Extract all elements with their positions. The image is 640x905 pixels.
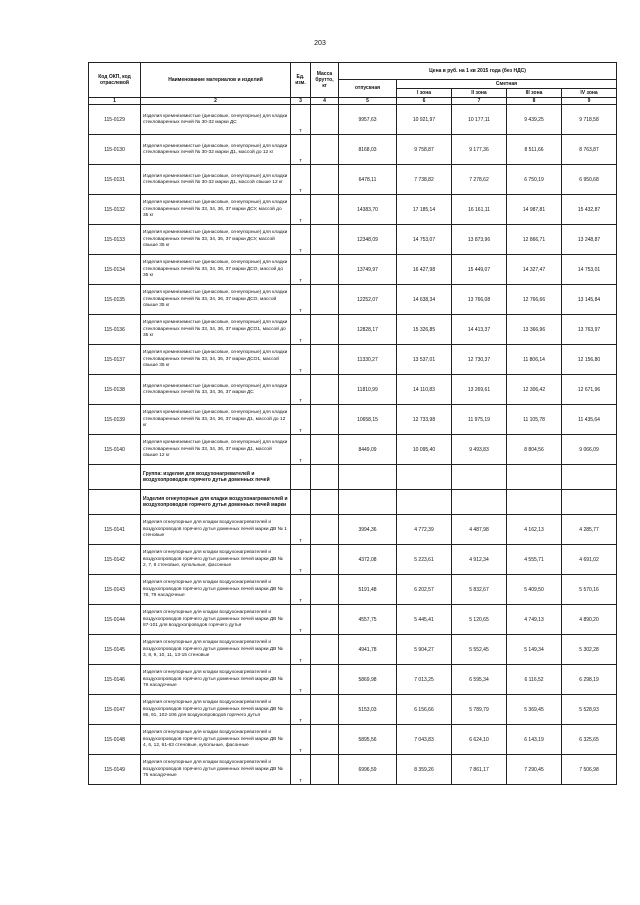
- table-row: [89, 255, 617, 285]
- zone-3-price: 4 162,13: [507, 515, 562, 545]
- item-mass: [311, 315, 339, 345]
- zone-1-price: 17 185,14: [397, 195, 452, 225]
- zone-2-price: 16 161,11: [452, 195, 507, 225]
- release-price: 4372,08: [339, 545, 397, 575]
- item-mass: [311, 465, 339, 490]
- item-unit: т: [291, 545, 311, 575]
- item-unit: т: [291, 755, 311, 785]
- item-unit: т: [291, 435, 311, 465]
- header-zone-3: III зона: [507, 89, 562, 98]
- item-unit: т: [291, 345, 311, 375]
- item-code: 115-0131: [89, 165, 141, 195]
- item-code: 115-0130: [89, 135, 141, 165]
- column-number: 2: [141, 98, 291, 105]
- zone-2-price: 11 975,19: [452, 405, 507, 435]
- item-mass: [311, 515, 339, 545]
- release-price: 9957,63: [339, 105, 397, 135]
- zone-4-price: 8 763,87: [562, 135, 617, 165]
- column-number: 4: [311, 98, 339, 105]
- release-price: 4941,78: [339, 635, 397, 665]
- item-mass: [311, 665, 339, 695]
- item-name: Изделия кремнеземистые (динасовые, огнеупорные) для кладки стекловаренных печей № 33, 34, 36, 37 марки ДС: [141, 375, 291, 405]
- header-estimate-price: Сметная: [397, 80, 617, 89]
- item-mass: [311, 195, 339, 225]
- zone-4-price: 6 950,68: [562, 165, 617, 195]
- item-name: Изделия кремнеземистые (динасовые, огнеупорные) для кладки стекловаренных печей № 33, 34, 36, 37 марки Д1, массой свыше 12 кг: [141, 435, 291, 465]
- column-number: 8: [507, 98, 562, 105]
- zone-4-price: 9 718,58: [562, 105, 617, 135]
- zone-2-price: 13 269,61: [452, 375, 507, 405]
- table-row: [89, 435, 617, 465]
- item-name: Изделия огнеупорные для кладки воздухонагревателей и воздухопроводов горячего дутья доменных печей марки ДВ № 3, 8, 9, 10, 11, 13-15 стеновые: [141, 635, 291, 665]
- release-price: 5895,56: [339, 725, 397, 755]
- zone-1-price: 13 537,01: [397, 345, 452, 375]
- zone-1-price: 14 753,07: [397, 225, 452, 255]
- zone-4-price: 15 432,87: [562, 195, 617, 225]
- zone-1-price: 9 758,87: [397, 135, 452, 165]
- item-unit: т: [291, 225, 311, 255]
- group-row: [89, 490, 617, 515]
- item-name: Изделия кремнеземистые (динасовые, огнеупорные) для кладки стекловаренных печей № 33, 34, 36, 37 марки ДСУ, массой до 35 кг: [141, 195, 291, 225]
- item-unit: т: [291, 255, 311, 285]
- table-row: [89, 605, 617, 635]
- table-row: [89, 545, 617, 575]
- item-code: 115-0140: [89, 435, 141, 465]
- item-unit: т: [291, 635, 311, 665]
- zone-2-price: 14 413,37: [452, 315, 507, 345]
- item-code: [89, 490, 141, 515]
- table-row: [89, 405, 617, 435]
- release-price: 10658,15: [339, 405, 397, 435]
- release-price: 6478,11: [339, 165, 397, 195]
- zone-2-price: [452, 490, 507, 515]
- release-price: 8449,09: [339, 435, 397, 465]
- item-code: 115-0134: [89, 255, 141, 285]
- table-row: [89, 135, 617, 165]
- zone-3-price: 12 766,66: [507, 285, 562, 315]
- item-name: Изделия кремнеземистые (динасовые, огнеупорные) для кладки стекловаренных печей № 33, 34, 36, 37 марки ДСО, массой свыше 35 кг: [141, 285, 291, 315]
- zone-2-price: 7 278,62: [452, 165, 507, 195]
- release-price: [339, 465, 397, 490]
- item-unit: т: [291, 665, 311, 695]
- item-name: Изделия огнеупорные для кладки воздухонагревателей и воздухопроводов горячего дутья доменных печей марки ДВ № 78, 79 насадочные: [141, 575, 291, 605]
- item-code: 115-0136: [89, 315, 141, 345]
- table-row: [89, 375, 617, 405]
- table-row: [89, 635, 617, 665]
- item-mass: [311, 490, 339, 515]
- table-row: [89, 575, 617, 605]
- zone-2-price: 12 730,37: [452, 345, 507, 375]
- zone-1-price: 7 013,25: [397, 665, 452, 695]
- item-mass: [311, 255, 339, 285]
- table-row: [89, 105, 617, 135]
- release-price: 5869,98: [339, 665, 397, 695]
- table-row: [89, 225, 617, 255]
- zone-2-price: 7 861,17: [452, 755, 507, 785]
- release-price: 4557,75: [339, 605, 397, 635]
- item-mass: [311, 605, 339, 635]
- header-zone-4: IV зона: [562, 89, 617, 98]
- item-unit: т: [291, 605, 311, 635]
- zone-4-price: [562, 465, 617, 490]
- table-row: [89, 695, 617, 725]
- zone-1-price: 5 445,41: [397, 605, 452, 635]
- item-name: Изделия кремнеземистые (динасовые, огнеупорные) для кладки стекловаренных печей № 33, 34, 36, 37 марки Д1, массой до 12 кг: [141, 405, 291, 435]
- item-name: Изделия кремнеземистые (динасовые, огнеупорные) для кладки стекловаренных печей № 30-32 марки ДС: [141, 105, 291, 135]
- table-row: [89, 285, 617, 315]
- price-table: [88, 62, 617, 785]
- zone-3-price: 6 143,19: [507, 725, 562, 755]
- zone-4-price: 7 506,98: [562, 755, 617, 785]
- zone-2-price: 5 832,67: [452, 575, 507, 605]
- item-name: Изделия кремнеземистые (динасовые, огнеупорные) для кладки стекловаренных печей № 30-32 марки Д1, массой до 12 кг: [141, 135, 291, 165]
- item-name: Изделия кремнеземистые (динасовые, огнеупорные) для кладки стекловаренных печей № 33, 34, 36, 37 марки ДСО, массой до 35 кг: [141, 255, 291, 285]
- zone-3-price: 11 105,78: [507, 405, 562, 435]
- item-mass: [311, 545, 339, 575]
- item-code: 115-0135: [89, 285, 141, 315]
- zone-1-price: 6 202,57: [397, 575, 452, 605]
- header-release-price: отпускная: [339, 80, 397, 98]
- release-price: 11810,99: [339, 375, 397, 405]
- item-unit: т: [291, 195, 311, 225]
- item-code: 115-0144: [89, 605, 141, 635]
- table-row: [89, 515, 617, 545]
- zone-3-price: [507, 490, 562, 515]
- item-mass: [311, 375, 339, 405]
- release-price: 8168,03: [339, 135, 397, 165]
- item-mass: [311, 755, 339, 785]
- zone-3-price: 13 366,96: [507, 315, 562, 345]
- item-unit: [291, 465, 311, 490]
- zone-1-price: [397, 490, 452, 515]
- item-code: [89, 465, 141, 490]
- zone-2-price: 6 624,10: [452, 725, 507, 755]
- item-mass: [311, 635, 339, 665]
- zone-4-price: 9 066,09: [562, 435, 617, 465]
- item-unit: т: [291, 375, 311, 405]
- release-price: 3994,36: [339, 515, 397, 545]
- zone-1-price: 14 638,34: [397, 285, 452, 315]
- release-price: [339, 490, 397, 515]
- item-name: Изделия огнеупорные для кладки воздухонагревателей и воздухопроводов горячего дутья доменных печей марки ДВ № 4, 6, 12, 61-63 стеновые, купольные, фасонные: [141, 725, 291, 755]
- zone-4-price: 13 145,84: [562, 285, 617, 315]
- zone-1-price: 8 359,26: [397, 755, 452, 785]
- column-number: 3: [291, 98, 311, 105]
- zone-3-price: 6 116,52: [507, 665, 562, 695]
- zone-2-price: [452, 465, 507, 490]
- zone-4-price: 14 753,01: [562, 255, 617, 285]
- item-name: Изделия огнеупорные для кладки воздухонагревателей и воздухопроводов горячего дутья доменных печей марки ДВ № 86, 91, 102-106 для воздухопроводов горячего дутья: [141, 695, 291, 725]
- zone-3-price: 9 439,25: [507, 105, 562, 135]
- item-unit: т: [291, 135, 311, 165]
- item-code: 115-0132: [89, 195, 141, 225]
- item-name: Изделия огнеупорные для кладки воздухонагревателей и воздухопроводов горячего дутья доменных печей марки ДВ № 2, 7, 8 стеновые, купольные, фасонные: [141, 545, 291, 575]
- zone-2-price: 10 177,11: [452, 105, 507, 135]
- item-unit: т: [291, 285, 311, 315]
- item-name: Изделия огнеупорные для кладки воздухонагревателей и воздухопроводов горячего дутья доменных печей марки ДВ № 1 стеновые: [141, 515, 291, 545]
- zone-1-price: 15 326,85: [397, 315, 452, 345]
- zone-3-price: 7 290,45: [507, 755, 562, 785]
- item-code: 115-0141: [89, 515, 141, 545]
- release-price: 5153,03: [339, 695, 397, 725]
- zone-4-price: 13 763,97: [562, 315, 617, 345]
- item-code: 115-0143: [89, 575, 141, 605]
- item-mass: [311, 575, 339, 605]
- table-row: [89, 195, 617, 225]
- item-mass: [311, 135, 339, 165]
- zone-3-price: 11 806,14: [507, 345, 562, 375]
- column-number: 5: [339, 98, 397, 105]
- header-mass: Масса брутто, кг: [311, 63, 339, 98]
- item-mass: [311, 725, 339, 755]
- header-unit: Ед. изм.: [291, 63, 311, 98]
- item-unit: [291, 490, 311, 515]
- zone-1-price: 12 733,98: [397, 405, 452, 435]
- zone-1-price: 5 904,27: [397, 635, 452, 665]
- zone-2-price: 9 493,83: [452, 435, 507, 465]
- zone-2-price: 13 873,96: [452, 225, 507, 255]
- zone-1-price: 6 156,66: [397, 695, 452, 725]
- column-number: 6: [397, 98, 452, 105]
- group-row: [89, 465, 617, 490]
- zone-4-price: 6 325,65: [562, 725, 617, 755]
- zone-4-price: 5 302,28: [562, 635, 617, 665]
- zone-3-price: 14 327,47: [507, 255, 562, 285]
- header-zone-1: I зона: [397, 89, 452, 98]
- zone-2-price: 5 789,79: [452, 695, 507, 725]
- item-unit: т: [291, 695, 311, 725]
- item-code: 115-0129: [89, 105, 141, 135]
- item-name: Изделия кремнеземистые (динасовые, огнеупорные) для кладки стекловаренных печей № 33, 34, 36, 37 марки ДСО1, массой свыше 35 кг: [141, 345, 291, 375]
- zone-2-price: 15 449,07: [452, 255, 507, 285]
- zone-2-price: 9 177,36: [452, 135, 507, 165]
- zone-3-price: 12 866,71: [507, 225, 562, 255]
- header-zone-2: II зона: [452, 89, 507, 98]
- zone-4-price: 4 890,20: [562, 605, 617, 635]
- release-price: 5191,48: [339, 575, 397, 605]
- item-unit: т: [291, 515, 311, 545]
- zone-4-price: 4 285,77: [562, 515, 617, 545]
- item-name: Изделия кремнеземистые (динасовые, огнеупорные) для кладки стекловаренных печей № 30-32 марки Д1, массой свыше 12 кг: [141, 165, 291, 195]
- release-price: 12348,09: [339, 225, 397, 255]
- item-name: Изделия огнеупорные для кладки воздухонагревателей и воздухопроводов горячего дутья доменных печей марки ДВ № 75 насадочные: [141, 755, 291, 785]
- zone-3-price: 14 987,81: [507, 195, 562, 225]
- item-name: Изделия огнеупорные для кладки воздухонагревателей и воздухопроводов горячего дутья доменных печей марки ДВ № 76 насадочные: [141, 665, 291, 695]
- item-name: Изделия кремнеземистые (динасовые, огнеупорные) для кладки стекловаренных печей № 33, 34, 36, 37 марки ДСО1, массой до 35 кг: [141, 315, 291, 345]
- zone-2-price: 4 487,98: [452, 515, 507, 545]
- zone-2-price: 13 766,08: [452, 285, 507, 315]
- zone-3-price: 5 369,45: [507, 695, 562, 725]
- zone-4-price: 13 248,87: [562, 225, 617, 255]
- zone-2-price: 4 912,34: [452, 545, 507, 575]
- zone-3-price: 8 511,66: [507, 135, 562, 165]
- header-name: Наименование материалов и изделий: [141, 63, 291, 98]
- item-code: 115-0138: [89, 375, 141, 405]
- zone-3-price: 5 149,34: [507, 635, 562, 665]
- zone-4-price: 12 671,96: [562, 375, 617, 405]
- zone-3-price: 12 306,42: [507, 375, 562, 405]
- release-price: 12252,07: [339, 285, 397, 315]
- zone-4-price: 4 691,02: [562, 545, 617, 575]
- release-price: 11330,27: [339, 345, 397, 375]
- item-mass: [311, 405, 339, 435]
- zone-3-price: 4 555,71: [507, 545, 562, 575]
- column-number: 9: [562, 98, 617, 105]
- item-mass: [311, 695, 339, 725]
- zone-1-price: 7 738,82: [397, 165, 452, 195]
- item-code: 115-0149: [89, 755, 141, 785]
- item-code: 115-0145: [89, 635, 141, 665]
- item-unit: т: [291, 105, 311, 135]
- item-unit: т: [291, 405, 311, 435]
- zone-1-price: 10 921,97: [397, 105, 452, 135]
- column-number: 1: [89, 98, 141, 105]
- price-table-container: [88, 62, 616, 785]
- zone-4-price: 5 570,16: [562, 575, 617, 605]
- release-price: 14383,70: [339, 195, 397, 225]
- zone-1-price: 16 427,98: [397, 255, 452, 285]
- table-body: [89, 105, 617, 785]
- item-mass: [311, 345, 339, 375]
- zone-1-price: 7 043,83: [397, 725, 452, 755]
- header-price-title: Цена в руб. на 1 кв 2015 года (без НДС): [339, 63, 617, 80]
- header-code: Код ОКП, код отраслевой: [89, 63, 141, 98]
- table-row: [89, 345, 617, 375]
- zone-3-price: 8 804,56: [507, 435, 562, 465]
- item-code: 115-0137: [89, 345, 141, 375]
- zone-1-price: 4 772,39: [397, 515, 452, 545]
- table-row: [89, 725, 617, 755]
- item-name: Группа: изделия для воздухонагревателей и воздухопроводов горячего дутья доменных печей: [141, 465, 291, 490]
- release-price: 12828,17: [339, 315, 397, 345]
- item-name: Изделия огнеупорные для кладки воздухонагревателей и воздухопроводов горячего дутья доменных печей марки: [141, 490, 291, 515]
- item-code: 115-0147: [89, 695, 141, 725]
- zone-4-price: 6 298,19: [562, 665, 617, 695]
- item-unit: т: [291, 315, 311, 345]
- zone-2-price: 6 595,34: [452, 665, 507, 695]
- zone-2-price: 5 120,65: [452, 605, 507, 635]
- item-unit: т: [291, 165, 311, 195]
- zone-4-price: 5 528,93: [562, 695, 617, 725]
- release-price: 13749,97: [339, 255, 397, 285]
- item-mass: [311, 165, 339, 195]
- table-row: [89, 315, 617, 345]
- table-row: [89, 755, 617, 785]
- zone-3-price: 6 750,19: [507, 165, 562, 195]
- item-code: 115-0142: [89, 545, 141, 575]
- zone-1-price: 14 110,83: [397, 375, 452, 405]
- item-code: 115-0146: [89, 665, 141, 695]
- zone-3-price: 4 749,13: [507, 605, 562, 635]
- column-number: 7: [452, 98, 507, 105]
- table-row: [89, 665, 617, 695]
- zone-4-price: 12 156,80: [562, 345, 617, 375]
- zone-4-price: [562, 490, 617, 515]
- item-name: Изделия кремнеземистые (динасовые, огнеупорные) для кладки стекловаренных печей № 33, 34, 36, 37 марки ДСУ, массой свыше 35 кг: [141, 225, 291, 255]
- item-mass: [311, 285, 339, 315]
- item-mass: [311, 435, 339, 465]
- zone-1-price: 10 095,40: [397, 435, 452, 465]
- item-unit: т: [291, 575, 311, 605]
- release-price: 6996,59: [339, 755, 397, 785]
- item-code: 115-0139: [89, 405, 141, 435]
- zone-1-price: [397, 465, 452, 490]
- zone-3-price: [507, 465, 562, 490]
- item-code: 115-0133: [89, 225, 141, 255]
- item-name: Изделия огнеупорные для кладки воздухонагревателей и воздухопроводов горячего дутья доменных печей марки ДВ № 87-101 для воздухопроводов горячего дутья: [141, 605, 291, 635]
- zone-3-price: 5 409,50: [507, 575, 562, 605]
- item-mass: [311, 105, 339, 135]
- item-mass: [311, 225, 339, 255]
- zone-1-price: 5 223,61: [397, 545, 452, 575]
- zone-4-price: 11 435,64: [562, 405, 617, 435]
- table-row: [89, 165, 617, 195]
- item-code: 115-0148: [89, 725, 141, 755]
- zone-2-price: 5 552,45: [452, 635, 507, 665]
- item-unit: т: [291, 725, 311, 755]
- page-number: 203: [314, 40, 326, 47]
